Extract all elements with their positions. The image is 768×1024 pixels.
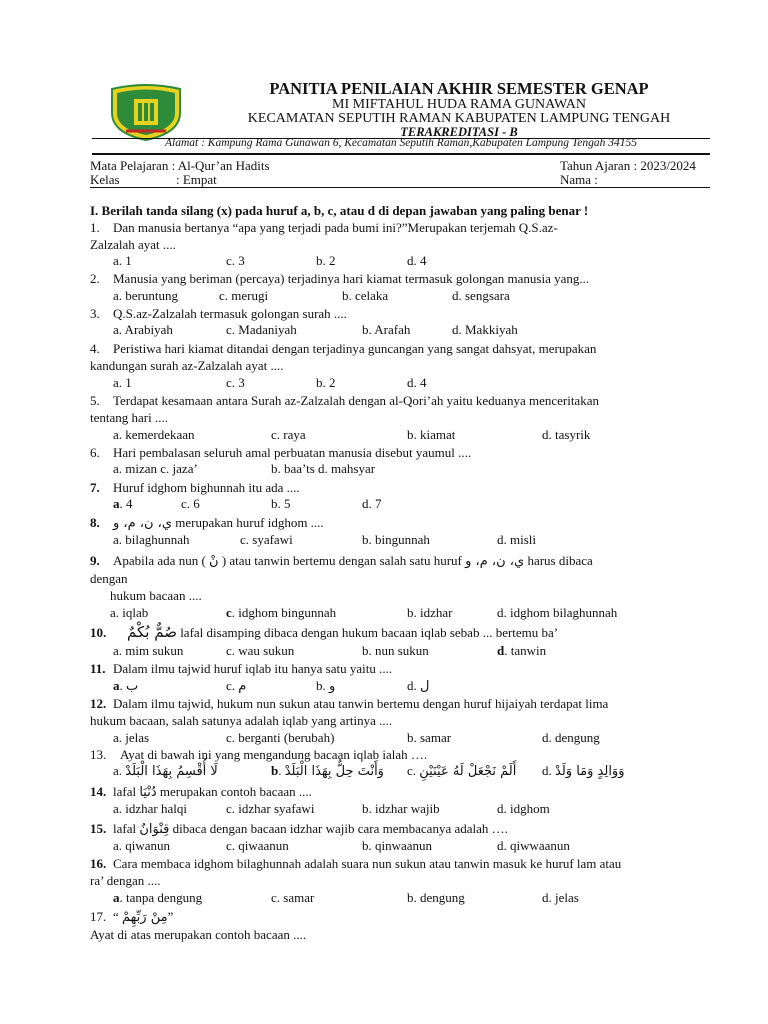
meta-rule [90,187,710,188]
q1-option-b[interactable]: b. 2 [316,253,336,268]
q2-option-a[interactable]: a. beruntung [113,288,178,303]
q12-option-a[interactable]: a. jelas [113,730,150,745]
question-3: 3. Q.S.az-Zalzalah termasuk golongan surah .... [90,306,347,321]
q5-option-c[interactable]: c. raya [271,427,306,442]
header-rule-bottom [92,153,710,155]
q13-option-c[interactable]: c. أَلَمْ نَجْعَلْ لَهُ عَيْنَيْنِ [407,763,517,779]
question-9-cont2: hukum bacaan .... [110,588,202,603]
q15-option-b[interactable]: b. qinwaanun [362,838,433,853]
q14-option-a[interactable]: a. idzhar halqi [113,801,187,816]
q16-option-a[interactable]: a. tanpa dengung [113,890,203,905]
q11-option-d[interactable]: d. ل [407,678,430,694]
question-12-cont: hukum bacaan, salah satunya adalah iqlab yang artinya .... [90,713,393,728]
q2-option-b[interactable]: b. celaka [342,288,389,303]
q3-option-d[interactable]: d. Makkiyah [452,322,518,337]
q6-options-bd[interactable]: b. baa’ts d. mahsyar [271,461,376,476]
q10-option-b[interactable]: b. nun sukun [362,643,429,658]
q9-option-a[interactable]: a. iqlab [110,605,149,620]
q1-option-c[interactable]: c. 3 [226,253,245,268]
q7-option-d[interactable]: d. 7 [362,496,382,511]
q15-option-c[interactable]: c. qiwaanun [226,838,289,853]
q9-option-b[interactable]: b. idzhar [407,605,453,620]
question-4-cont: kandungan surah az-Zalzalah ayat .... [90,358,284,373]
q12-option-b[interactable]: b. samar [407,730,452,745]
subject-label: Mata Pelajaran : Al-Qur’an Hadits [90,158,270,173]
q8-option-d[interactable]: d. misli [497,532,537,547]
q3-option-c[interactable]: c. Madaniyah [226,322,297,337]
school-name: MI MIFTAHUL HUDA RAMA GUNAWAN [332,97,586,112]
q1-option-a[interactable]: a. 1 [113,253,132,268]
q10-option-d[interactable]: d. tanwin [497,643,547,658]
q4-option-c[interactable]: c. 3 [226,375,245,390]
q13-option-a[interactable]: a. لَا أُقْسِمُ بِهَذَا الْبَلَدْ [113,763,218,779]
question-14: 14. lafal دُنْيَا merupakan contoh bacaan .... [90,784,312,800]
q13-option-b[interactable]: b. وَأَنْتَ حِلٌّ بِهَذَا الْبَلَدْ [271,763,384,779]
q7-option-b[interactable]: b. 5 [271,496,291,511]
q15-option-d[interactable]: d. qiwwaanun [497,838,570,853]
question-5-cont: tentang hari .... [90,410,168,425]
question-12: 12. Dalam ilmu tajwid, hukum nun sukun atau tanwin bertemu dengan huruf hijaiyah terdapat lima [90,696,609,711]
question-2: 2. Manusia yang beriman (percaya) terjadinya hari kiamat termasuk golongan manusia yang... [90,271,590,286]
q12-option-c[interactable]: c. berganti (berubah) [226,730,335,745]
class-value: : Empat [176,172,217,187]
q11-option-a[interactable]: a. ب [113,678,139,694]
q5-option-d[interactable]: d. tasyrik [542,427,591,442]
q10-option-c[interactable]: c. wau sukun [226,643,295,658]
q8-arabic: ي، ن، م، و [113,516,173,531]
q14-arabic: دُنْيَا [139,785,157,800]
question-8: 8. ي، ن، م، و merupakan huruf idghom .... [90,515,324,531]
q14-option-c[interactable]: c. idzhar syafawi [226,801,315,816]
q14-option-b[interactable]: b. idzhar wajib [362,801,440,816]
academic-year: Tahun Ajaran : 2023/2024 [560,158,696,173]
q6-options-ac[interactable]: a. mizan c. jaza’ [113,461,198,476]
student-name-field[interactable]: Nama : [560,172,598,187]
accreditation: TERAKREDITASI - B [400,125,518,139]
q9-option-d[interactable]: d. idghom bilaghunnah [497,605,618,620]
question-1: 1. Dan manusia bertanya “apa yang terjadi pada bumi ini?”Merupakan terjemah Q.S.az- [90,220,558,235]
question-16-cont: ra’ dengan .... [90,873,161,888]
q10-option-a[interactable]: a. mim sukun [113,643,184,658]
question-15: 15. lafal قِنْوَانٌ dibaca dengan bacaan idzhar wajib cara membacanya adalah …. [90,821,508,837]
question-4: 4. Peristiwa hari kiamat ditandai dengan terjadinya guncangan yang sangat dahsyat, merupakan [90,341,597,356]
question-9-cont: dengan [90,571,128,586]
q5-option-a[interactable]: a. kemerdekaan [113,427,195,442]
question-10: 10. صُمٌّ بُكْمٌ lafal disamping dibaca dengan hukum bacaan iqlab sebab ... bertemu ba’ [90,623,559,641]
q13-option-d[interactable]: d. وَوَالِدٍ وَمَا وَلَدْ [542,763,625,779]
q14-option-d[interactable]: d. idghom [497,801,550,816]
q4-option-a[interactable]: a. 1 [113,375,132,390]
q5-option-b[interactable]: b. kiamat [407,427,456,442]
q16-option-b[interactable]: b. dengung [407,890,465,905]
question-9: 9. Apabila ada nun ( نْ ) atau tanwin bertemu dengan salah satu huruf ي، ن، م، و harus dibaca [90,553,593,569]
question-11: 11. Dalam ilmu tajwid huruf iqlab itu hanya satu yaitu .... [90,661,393,676]
q9-option-c[interactable]: c. idghom bingunnah [226,605,337,620]
q8-option-a[interactable]: a. bilaghunnah [113,532,190,547]
question-1-cont: Zalzalah ayat .... [90,237,176,252]
header-title: PANITIA PENILAIAN AKHIR SEMESTER GENAP [269,79,649,98]
q1-option-d[interactable]: d. 4 [407,253,427,268]
q2-option-d[interactable]: d. sengsara [452,288,510,303]
class-label: Kelas [90,172,120,187]
q11-option-c[interactable]: c. م [226,678,247,694]
q16-option-c[interactable]: c. samar [271,890,315,905]
question-17-cont: Ayat di atas merupakan contoh bacaan .... [90,927,307,942]
district-name: KECAMATAN SEPUTIH RAMAN KABUPATEN LAMPUNG TENGAH [247,111,671,126]
school-address: Alamat : Kampung Rama Gunawan 6, Kecamatan Seputih Raman,Kabupaten Lampung Tengah 34155 [164,137,638,149]
q2-option-c[interactable]: c. merugi [219,288,269,303]
q11-option-b[interactable]: b. و [316,678,336,694]
q17-arabic: مِنْ رَبِّهِمْ [122,910,168,925]
q7-option-a[interactable]: a. 4 [113,496,133,511]
q15-arabic: قِنْوَانٌ [139,822,170,837]
q15-option-a[interactable]: a. qiwanun [113,838,171,853]
q3-option-a[interactable]: a. Arabiyah [113,322,173,337]
q10-arabic: صُمٌّ بُكْمٌ [127,623,177,641]
q7-option-c[interactable]: c. 6 [181,496,200,511]
question-6: 6. Hari pembalasan seluruh amal perbuatan manusia disebut yaumul .... [90,445,472,460]
question-16: 16. Cara membaca idghom bilaghunnah adalah suara nun sukun atau tanwin masuk ke huruf lam atau [90,856,622,871]
q3-option-b[interactable]: b. Arafah [362,322,411,337]
question-7: 7. Huruf idghom bighunnah itu ada .... [90,480,300,495]
section-title: I. Berilah tanda silang (x) pada huruf a, b, c, atau d di depan jawaban yang paling benar ! [90,203,589,218]
question-17: 17. “ مِنْ رَبِّهِمْ” [90,909,174,925]
q12-option-d[interactable]: d. dengung [542,730,600,745]
q4-option-d[interactable]: d. 4 [407,375,427,390]
question-13: 13. Ayat di bawah ini yang mengandung bacaan iqlab ialah …. [90,747,428,762]
q4-option-b[interactable]: b. 2 [316,375,336,390]
q8-option-b[interactable]: b. bingunnah [362,532,430,547]
q16-option-d[interactable]: d. jelas [542,890,579,905]
question-5: 5. Terdapat kesamaan antara Surah az-Zalzalah dengan al-Qori’ah yaitu keduanya menceritakan [90,393,599,408]
q8-option-c[interactable]: c. syafawi [240,532,293,547]
